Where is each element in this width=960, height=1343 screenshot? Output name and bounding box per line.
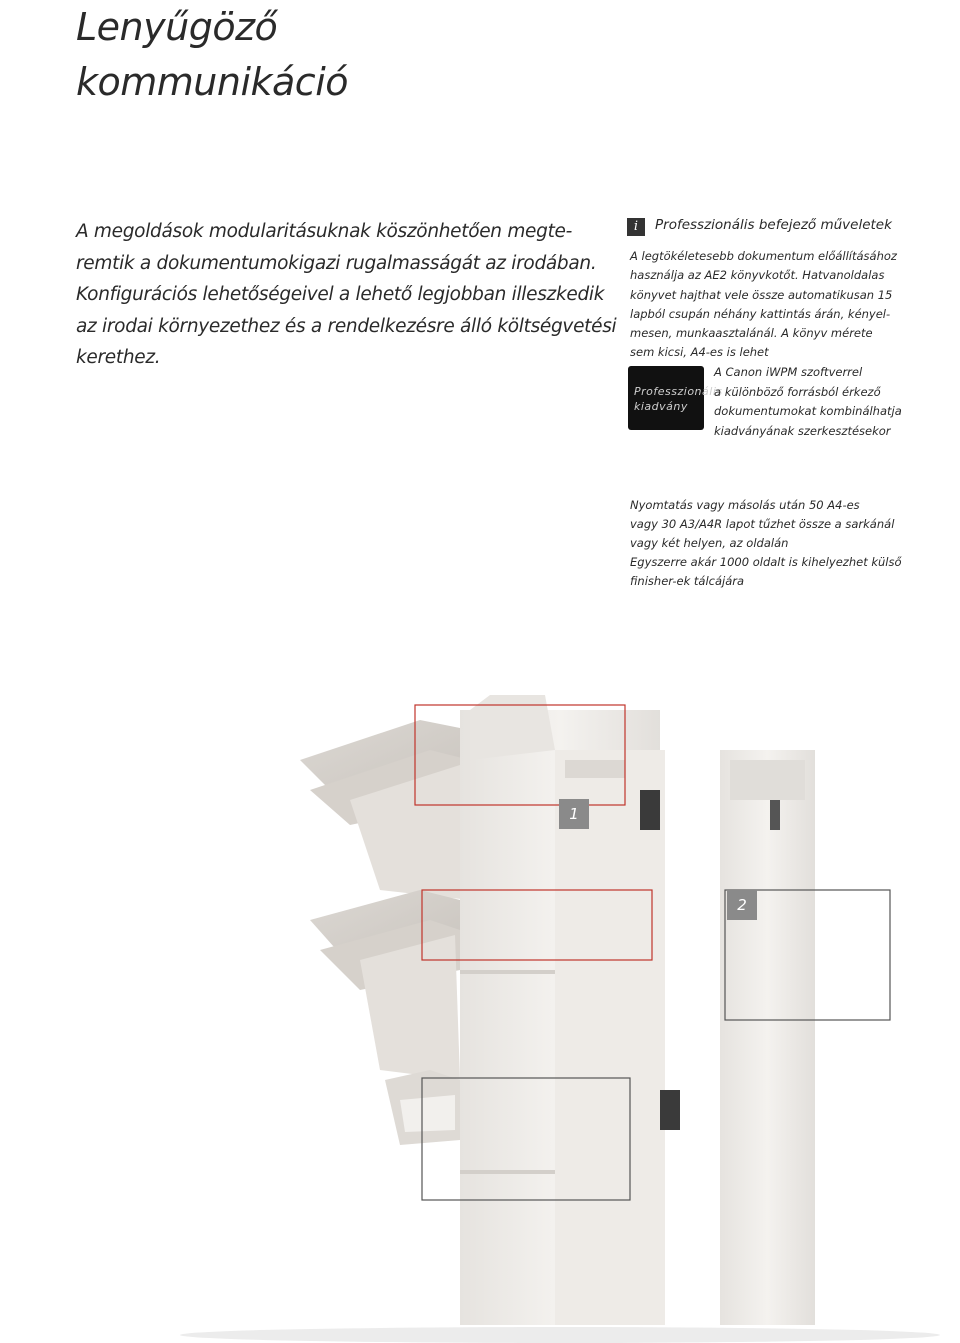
floor-shadow	[180, 1327, 940, 1343]
title-line: kommunikáció	[76, 60, 349, 104]
printer-illustration	[0, 600, 960, 1343]
sidebox-body	[630, 247, 930, 363]
sidebox-line: A legtökéletesebb dokumentum előállításához	[630, 249, 897, 263]
software-note	[714, 363, 954, 441]
stapling-line: Nyomtatás vagy másolás után 50 A4-es	[630, 498, 860, 512]
page-title	[76, 0, 496, 110]
stapling-note	[630, 496, 930, 591]
badge-line: Professzionális	[634, 385, 723, 398]
intro-paragraph	[76, 216, 617, 374]
software-line: A Canon iWPM szoftverrel	[714, 365, 863, 379]
lower-output-trays	[310, 890, 460, 1080]
callout-one: 1	[559, 799, 589, 829]
intro-line: kerethez.	[76, 347, 161, 368]
stapling-line: finisher-ek tálcájára	[630, 574, 745, 588]
sidebox-title: Professzionális befejező műveletek	[655, 217, 892, 233]
book-icon: i	[627, 218, 645, 236]
stapling-line: vagy 30 A3/A4R lapot tűzhet össze a sarkánál	[630, 517, 895, 531]
intro-line: Konfigurációs lehetőségeivel a lehető legjobban illeszkedik	[76, 284, 605, 305]
sidebox-line: mesen, munkaasztalánál. A könyv mérete	[630, 326, 873, 341]
sidebox-line: könyvet hajthat vele össze automatikusan 15	[630, 287, 893, 302]
sidebox-line: használja az AE2 könyvkotőt. Hatvanoldalas	[630, 268, 885, 283]
software-line: a különböző forrásból érkező	[714, 384, 881, 399]
callout-two: 2	[727, 890, 757, 920]
title-line: Lenyűgöző	[76, 5, 278, 49]
sidebox-line: lapból csupán néhány kattintás árán, kényel-	[630, 306, 891, 321]
intro-line: A megoldások modularitásuknak köszönhetően megte-	[76, 221, 572, 242]
upper-output-trays	[300, 720, 470, 900]
badge-line: kiadvány	[634, 400, 688, 413]
paper-deck	[720, 750, 815, 1325]
sidebox-line: sem kicsi, A4-es is lehet	[630, 345, 769, 360]
intro-line: az irodai környezethez és a rendelkezésre álló költségvetési	[76, 315, 617, 337]
stapling-line: vagy két helyen, az oldalán	[630, 536, 789, 550]
publication-badge	[628, 366, 723, 430]
intro-line: remtik a dokumentumokigazi rugalmasságát az irodában.	[76, 252, 597, 274]
software-line: kiadványának szerkesztésekor	[714, 423, 891, 438]
main-unit	[555, 750, 665, 1325]
stapling-line: Egyszerre akár 1000 oldalt is kihelyezhet külső	[630, 555, 902, 569]
software-line: dokumentumokat kombinálhatja	[714, 404, 902, 418]
